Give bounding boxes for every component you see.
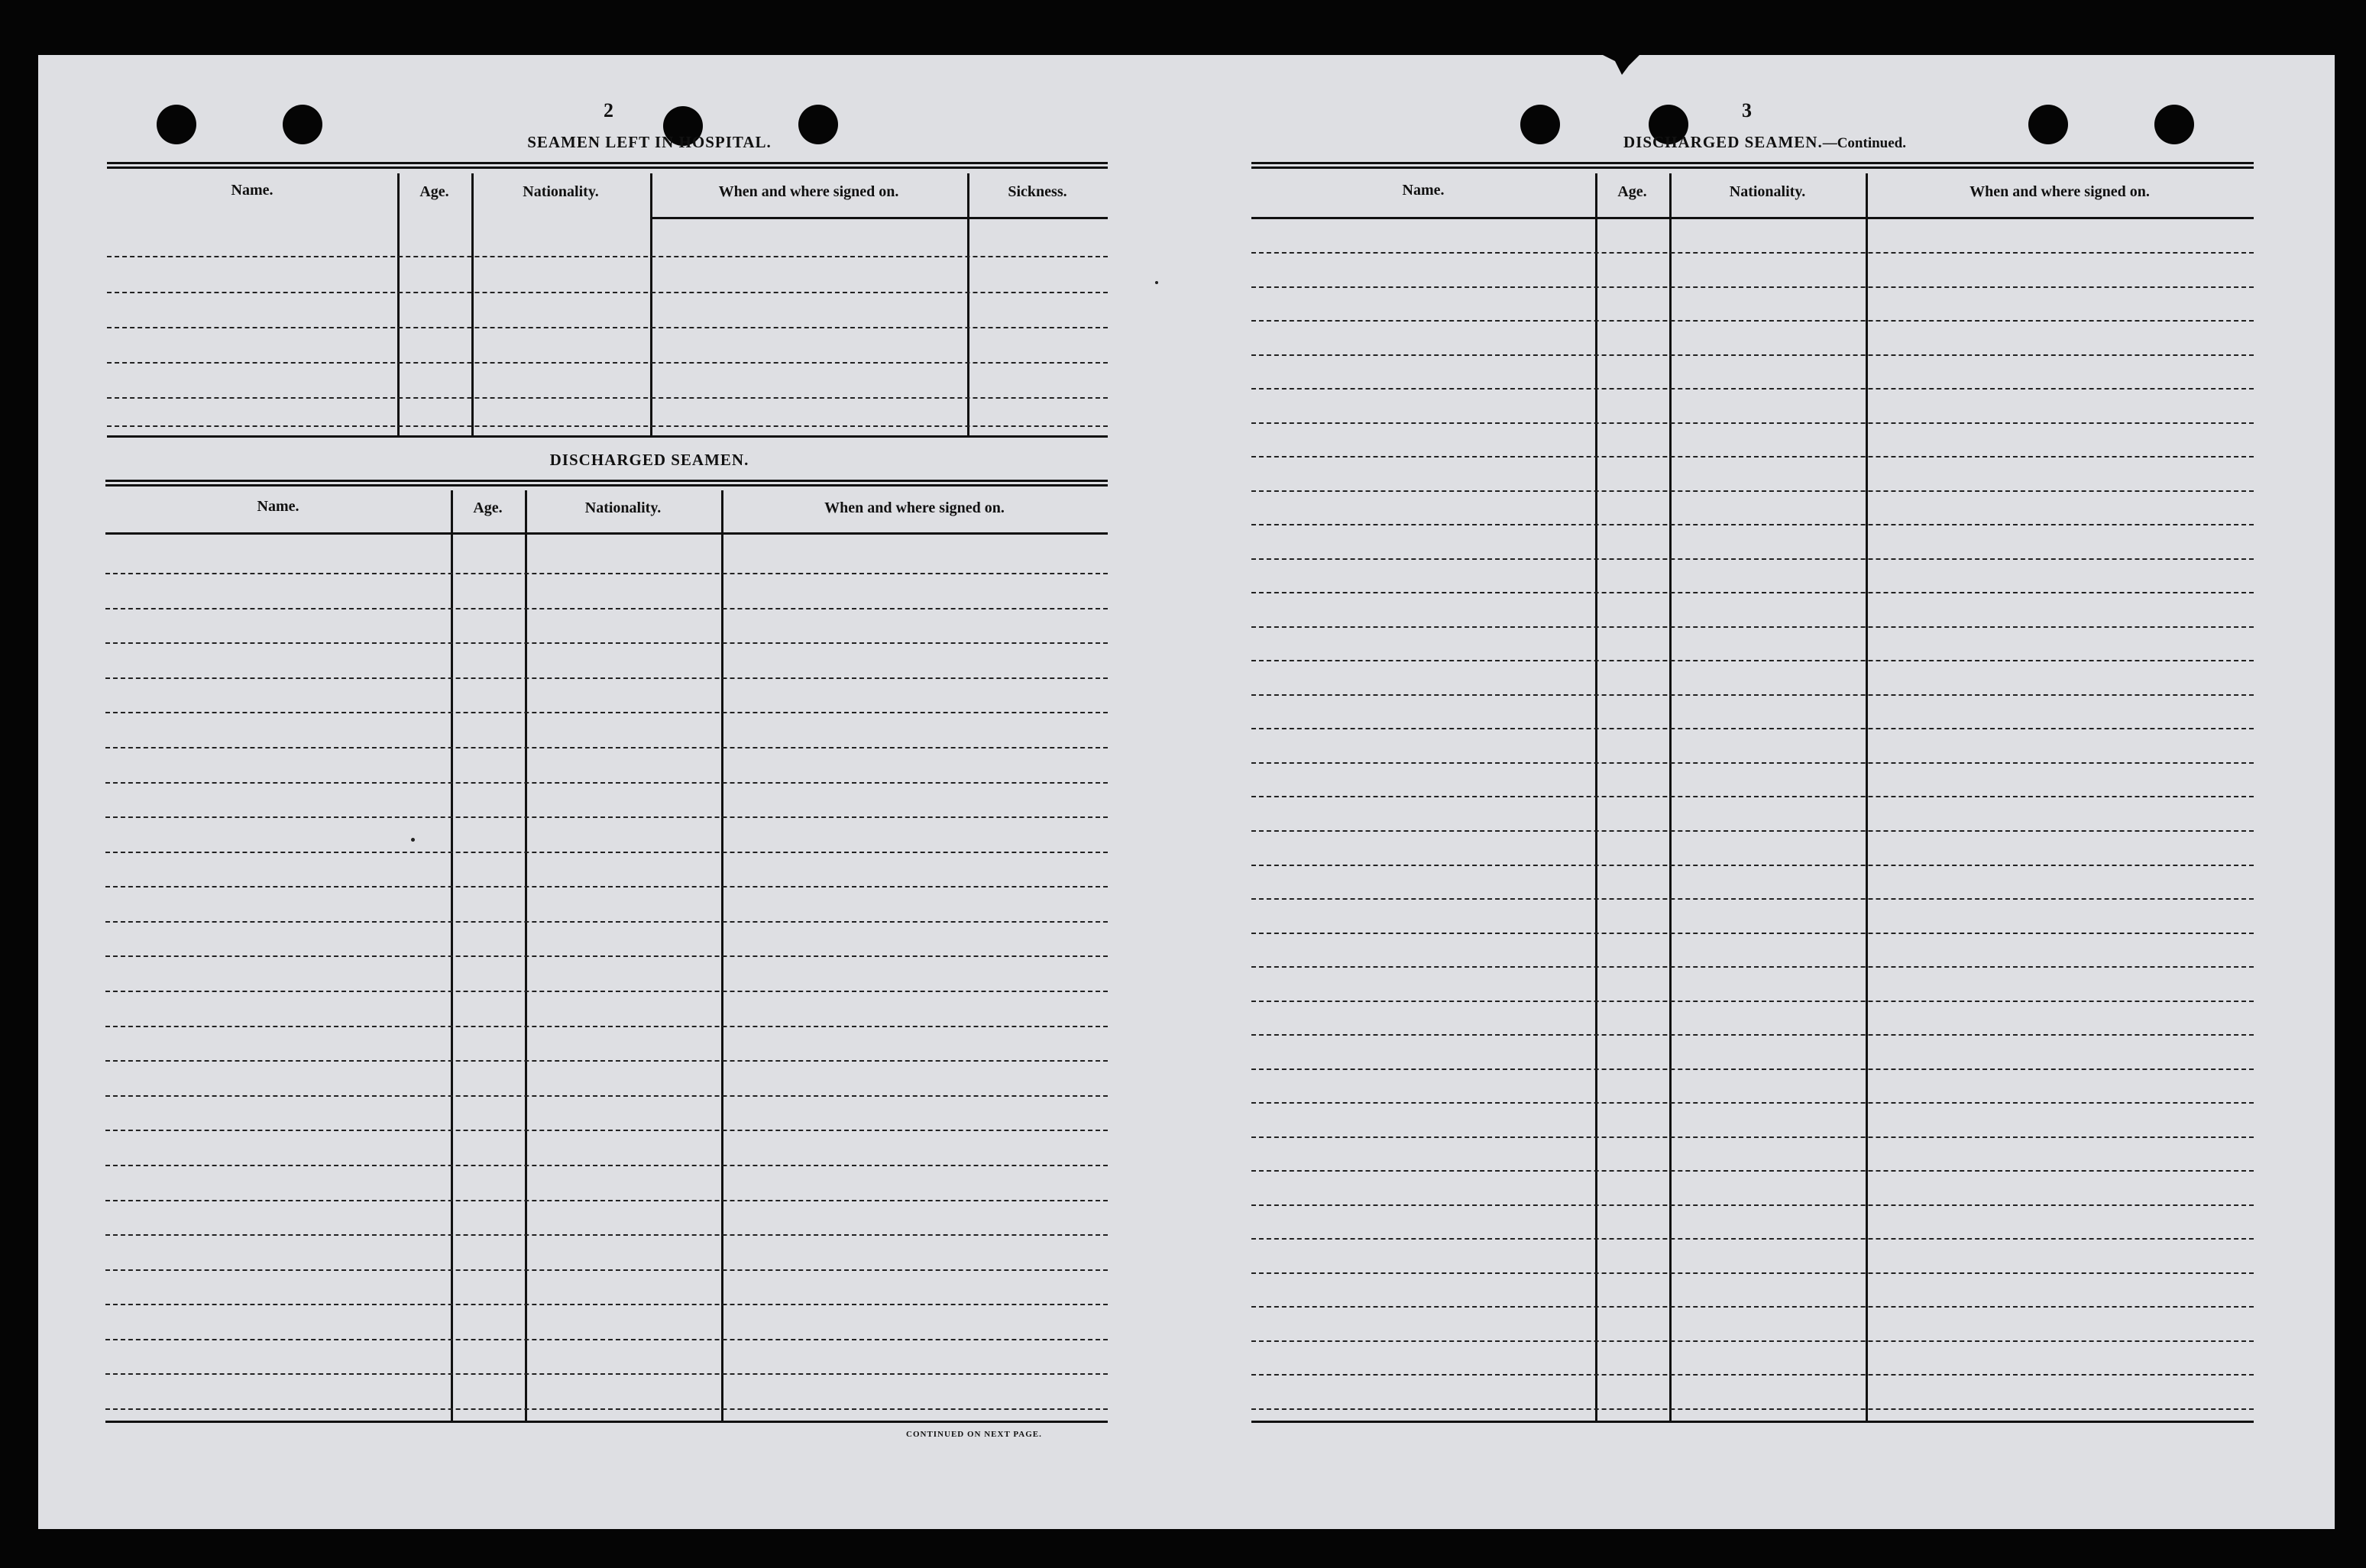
table-row bbox=[1251, 933, 2254, 934]
table-row bbox=[1251, 830, 2254, 832]
table-row bbox=[105, 677, 1108, 679]
table-row bbox=[107, 362, 1108, 364]
table-row bbox=[1251, 1238, 2254, 1240]
table-row bbox=[107, 397, 1108, 399]
table-row bbox=[1251, 728, 2254, 729]
table-row bbox=[105, 782, 1108, 784]
table-row bbox=[105, 1060, 1108, 1062]
table-row bbox=[1251, 1204, 2254, 1206]
table-row bbox=[1251, 490, 2254, 492]
continued-footer: CONTINUED ON NEXT PAGE. bbox=[906, 1430, 1042, 1439]
table-row bbox=[105, 1269, 1108, 1271]
table-row bbox=[1251, 626, 2254, 628]
table-row bbox=[107, 256, 1108, 257]
table-row bbox=[105, 1234, 1108, 1236]
table-row bbox=[1251, 898, 2254, 900]
table-row bbox=[1251, 1340, 2254, 1342]
table-row bbox=[105, 1130, 1108, 1131]
table-row bbox=[1251, 1102, 2254, 1104]
table-row bbox=[1251, 1001, 2254, 1002]
table-top-rule bbox=[107, 162, 1108, 169]
table-row bbox=[105, 712, 1108, 713]
column-header-name: Name. bbox=[1402, 182, 1445, 199]
table-row bbox=[105, 1339, 1108, 1340]
table-row bbox=[105, 1200, 1108, 1201]
table-row bbox=[1251, 456, 2254, 457]
table-row bbox=[1251, 422, 2254, 424]
table-row bbox=[105, 1095, 1108, 1097]
table-row bbox=[1251, 1374, 2254, 1376]
table-row bbox=[1251, 660, 2254, 661]
table-row bbox=[1251, 558, 2254, 560]
punch-hole bbox=[283, 105, 322, 144]
table-row bbox=[105, 1304, 1108, 1305]
table-row bbox=[1251, 592, 2254, 593]
table-row bbox=[1251, 286, 2254, 288]
table-bottom-rule bbox=[105, 1421, 1108, 1423]
header-rule bbox=[650, 217, 1108, 219]
table-row bbox=[105, 642, 1108, 644]
table-row bbox=[1251, 1272, 2254, 1274]
table-row bbox=[1251, 966, 2254, 968]
table-row bbox=[107, 327, 1108, 328]
column-header-nationality: Nationality. bbox=[523, 183, 599, 200]
table-row bbox=[1251, 694, 2254, 696]
table-row bbox=[1251, 1170, 2254, 1172]
ink-speck bbox=[411, 838, 415, 842]
table-row bbox=[1251, 252, 2254, 254]
header-rule bbox=[1251, 217, 2254, 219]
table-row bbox=[1251, 320, 2254, 322]
table-row bbox=[1251, 1136, 2254, 1138]
table-row bbox=[105, 1373, 1108, 1375]
title-text: DISCHARGED SEAMEN. bbox=[1623, 133, 1823, 151]
table-row bbox=[1251, 1408, 2254, 1410]
title-suffix: —Continued. bbox=[1822, 135, 1906, 151]
column-header-nationality: Nationality. bbox=[1729, 183, 1806, 200]
table-row bbox=[105, 991, 1108, 992]
table-bottom-rule bbox=[1251, 1421, 2254, 1423]
table-row bbox=[107, 425, 1108, 427]
table-row bbox=[1251, 1034, 2254, 1036]
table-row bbox=[1251, 762, 2254, 764]
table-row bbox=[105, 921, 1108, 923]
table-row bbox=[1251, 796, 2254, 797]
column-header-signed-on: When and where signed on. bbox=[1970, 183, 2150, 200]
column-header-sickness: Sickness. bbox=[1008, 183, 1067, 200]
table-row bbox=[1251, 354, 2254, 356]
table-row bbox=[107, 292, 1108, 293]
table-row bbox=[105, 1165, 1108, 1166]
paper-tear bbox=[1597, 52, 1643, 75]
table-row bbox=[105, 1026, 1108, 1027]
column-header-nationality: Nationality. bbox=[584, 499, 662, 516]
discharged-continued-title bbox=[1536, 133, 1994, 152]
column-header-name: Name. bbox=[231, 182, 273, 199]
table-row bbox=[105, 886, 1108, 887]
table-row bbox=[1251, 388, 2254, 390]
page-number: 2 bbox=[604, 99, 613, 121]
discharged-table-title: DISCHARGED SEAMEN. bbox=[549, 451, 749, 469]
ink-speck bbox=[1155, 281, 1158, 284]
table-row bbox=[1251, 1306, 2254, 1308]
table-top-rule bbox=[105, 480, 1108, 487]
table-row bbox=[105, 1408, 1108, 1410]
table-row bbox=[105, 852, 1108, 853]
table-bottom-rule bbox=[107, 435, 1108, 438]
table-row bbox=[105, 747, 1108, 748]
column-header-signed-on: When and where signed on. bbox=[718, 183, 899, 200]
table-row bbox=[1251, 1069, 2254, 1070]
punch-hole bbox=[2028, 105, 2068, 144]
page-number: 3 bbox=[1742, 99, 1752, 121]
column-header-age: Age. bbox=[473, 499, 503, 516]
column-header-name: Name. bbox=[257, 498, 299, 515]
punch-hole bbox=[157, 105, 196, 144]
table-row bbox=[105, 573, 1108, 574]
header-rule bbox=[105, 532, 1108, 535]
table-row bbox=[1251, 524, 2254, 525]
table-row bbox=[105, 816, 1108, 818]
hospital-table-title: SEAMEN LEFT IN HOSPITAL. bbox=[527, 133, 772, 151]
punch-hole bbox=[2154, 105, 2194, 144]
table-row bbox=[105, 608, 1108, 609]
table-top-rule bbox=[1251, 162, 2254, 169]
column-header-age: Age. bbox=[419, 183, 449, 200]
column-header-age: Age. bbox=[1617, 183, 1647, 200]
column-header-signed-on: When and where signed on. bbox=[824, 499, 1005, 516]
table-row bbox=[105, 955, 1108, 957]
table-row bbox=[1251, 865, 2254, 866]
document-sheet bbox=[38, 55, 2335, 1529]
